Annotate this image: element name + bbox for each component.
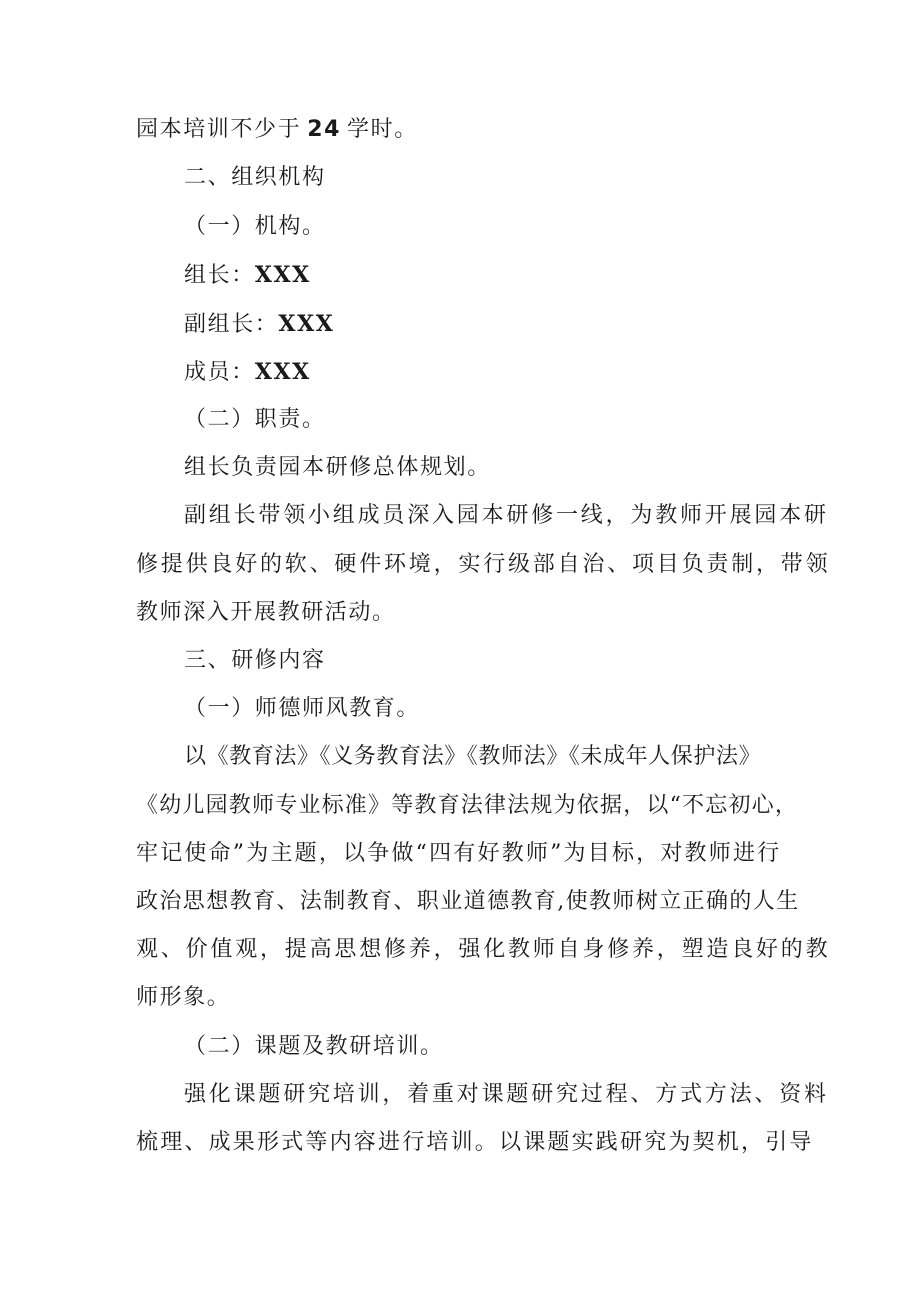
subsection-heading-duties: （二）职责。 bbox=[184, 407, 326, 432]
role-name: XXX bbox=[254, 359, 311, 385]
paragraph-line: 梳理、成果形式等内容进行培训。以课题实践研究为契机，引导 bbox=[136, 1130, 814, 1155]
paragraph-line: 牢记使命”为主题，以争做“四有好教师”为目标，对教师进行 bbox=[136, 841, 782, 866]
role-label: 副组长： bbox=[184, 312, 279, 337]
text-segment: 园本培训不少于 bbox=[136, 117, 302, 142]
subsection-heading-research: （二）课题及教研培训。 bbox=[184, 1034, 444, 1059]
paragraph-line: 修提供良好的软、硬件环境，实行级部自治、项目负责制，带领 bbox=[136, 552, 831, 577]
subsection-heading-ethics: （一）师德师风教育。 bbox=[184, 696, 421, 721]
paragraph-line: 组长负责园本研修总体规划。 bbox=[184, 455, 491, 480]
paragraph-line: 师形象。 bbox=[136, 985, 231, 1010]
role-name: XXX bbox=[278, 311, 335, 337]
role-name: XXX bbox=[254, 262, 311, 288]
paragraph-line: 《幼儿园教师专业标准》等教育法律法规为依据，以“不忘初心， bbox=[136, 793, 799, 818]
paragraph-line: 以《教育法》《义务教育法》《教师法》《未成年人保护法》 bbox=[184, 744, 762, 769]
paragraph-line: 政治思想教育、法制教育、职业道德教育,使教师树立正确的人生 bbox=[136, 889, 800, 914]
section-heading-organization: 二、组织机构 bbox=[184, 165, 326, 190]
member-line-members bbox=[184, 348, 844, 396]
paragraph-line: 强化课题研究培训，着重对课题研究过程、方式方法、资料 bbox=[184, 1082, 829, 1107]
bold-number: 24 bbox=[307, 117, 342, 142]
section-heading-content: 三、研修内容 bbox=[184, 648, 326, 673]
role-label: 组长： bbox=[184, 263, 255, 288]
paragraph-line: 教师深入开展教研活动。 bbox=[136, 600, 396, 625]
paragraph-line bbox=[136, 106, 796, 154]
subsection-heading-structure: （一）机构。 bbox=[184, 214, 326, 239]
text-segment: 学时。 bbox=[347, 117, 418, 142]
paragraph-line: 副组长带领小组成员深入园本研修一线，为教师开展园本研 bbox=[184, 503, 829, 528]
role-label: 成员： bbox=[184, 360, 255, 385]
member-line-leader bbox=[184, 251, 844, 299]
member-line-deputy bbox=[184, 300, 844, 348]
paragraph-line: 观、价值观，提高思想修养，强化教师自身修养，塑造良好的教 bbox=[136, 937, 831, 962]
